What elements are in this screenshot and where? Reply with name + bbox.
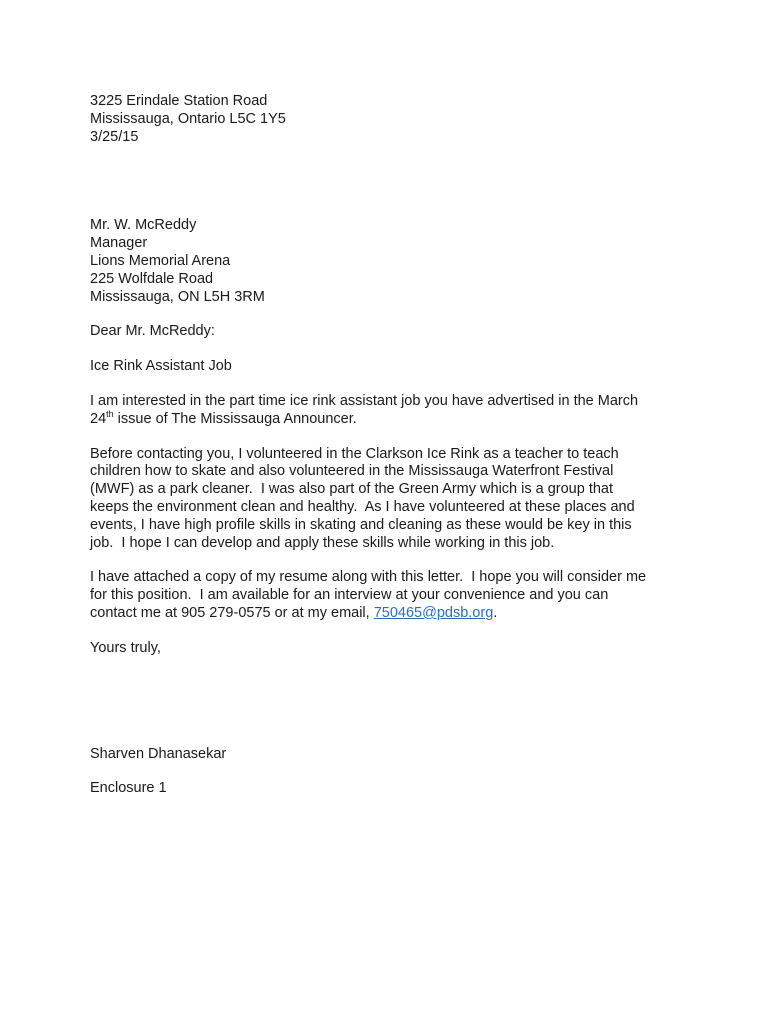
letter (90, 93, 690, 798)
p3-line-3 (90, 605, 690, 623)
recipient-title: Manager (90, 235, 148, 252)
sender-address (90, 93, 690, 146)
subject-line: Ice Rink Assistant Job (90, 358, 232, 375)
p3-line-3-end: . (493, 604, 498, 621)
salutation: Dear Mr. McReddy: (90, 323, 215, 340)
recipient-organization: Lions Memorial Arena (90, 252, 231, 269)
p1-line-2 (90, 408, 690, 429)
body-paragraph-1 (90, 393, 690, 429)
p1-line-1: I am interested in the part time ice rink assistant job you have advertised in the March (90, 392, 639, 409)
recipient-city: Mississauga, ON L5H 3RM (90, 288, 265, 305)
letter-date: 3/25/15 (90, 128, 139, 145)
p2-line: Before contacting you, I volunteered in the Clarkson Ice Rink as a teacher to teach (90, 445, 619, 462)
p2-line: events, I have high profile skills in skating and cleaning as these would be key in this (90, 516, 632, 533)
p2-line: (MWF) as a park cleaner. I was also part of the Green Army which is a group that (90, 481, 614, 498)
email-link[interactable]: 750465@pdsb.org (373, 604, 494, 621)
sender-city: Mississauga, Ontario L5C 1Y5 (90, 110, 286, 127)
body-paragraph-2 (90, 446, 690, 553)
recipient-address (90, 217, 690, 306)
enclosure-note: Enclosure 1 (90, 780, 167, 797)
p3-line-1: I have attached a copy of my resume along with this letter. I hope you will consider me (90, 569, 647, 586)
recipient-street: 225 Wolfdale Road (90, 270, 214, 287)
ordinal-suffix: th (106, 408, 114, 419)
signature-name: Sharven Dhanasekar (90, 745, 227, 762)
recipient-name: Mr. W. McReddy (90, 217, 197, 234)
p3-line-2: for this position. I am available for an interview at your convenience and you can (90, 587, 609, 604)
p1-line-2-rest: issue of The Mississauga Announcer. (113, 410, 357, 427)
closing: Yours truly, (90, 639, 161, 656)
p2-line: keeps the environment clean and healthy. As I have volunteered at these places and (90, 498, 635, 515)
contact-text: contact me at 905 279-0575 or at my email, (90, 604, 374, 621)
p2-line: job. I hope I can develop and apply these skills while working in this job. (90, 534, 555, 551)
body-paragraph-3 (90, 569, 690, 622)
sender-street: 3225 Erindale Station Road (90, 93, 268, 109)
p2-line: children how to skate and also volunteered in the Mississauga Waterfront Festival (90, 463, 614, 480)
date-number: 24 (90, 410, 107, 427)
